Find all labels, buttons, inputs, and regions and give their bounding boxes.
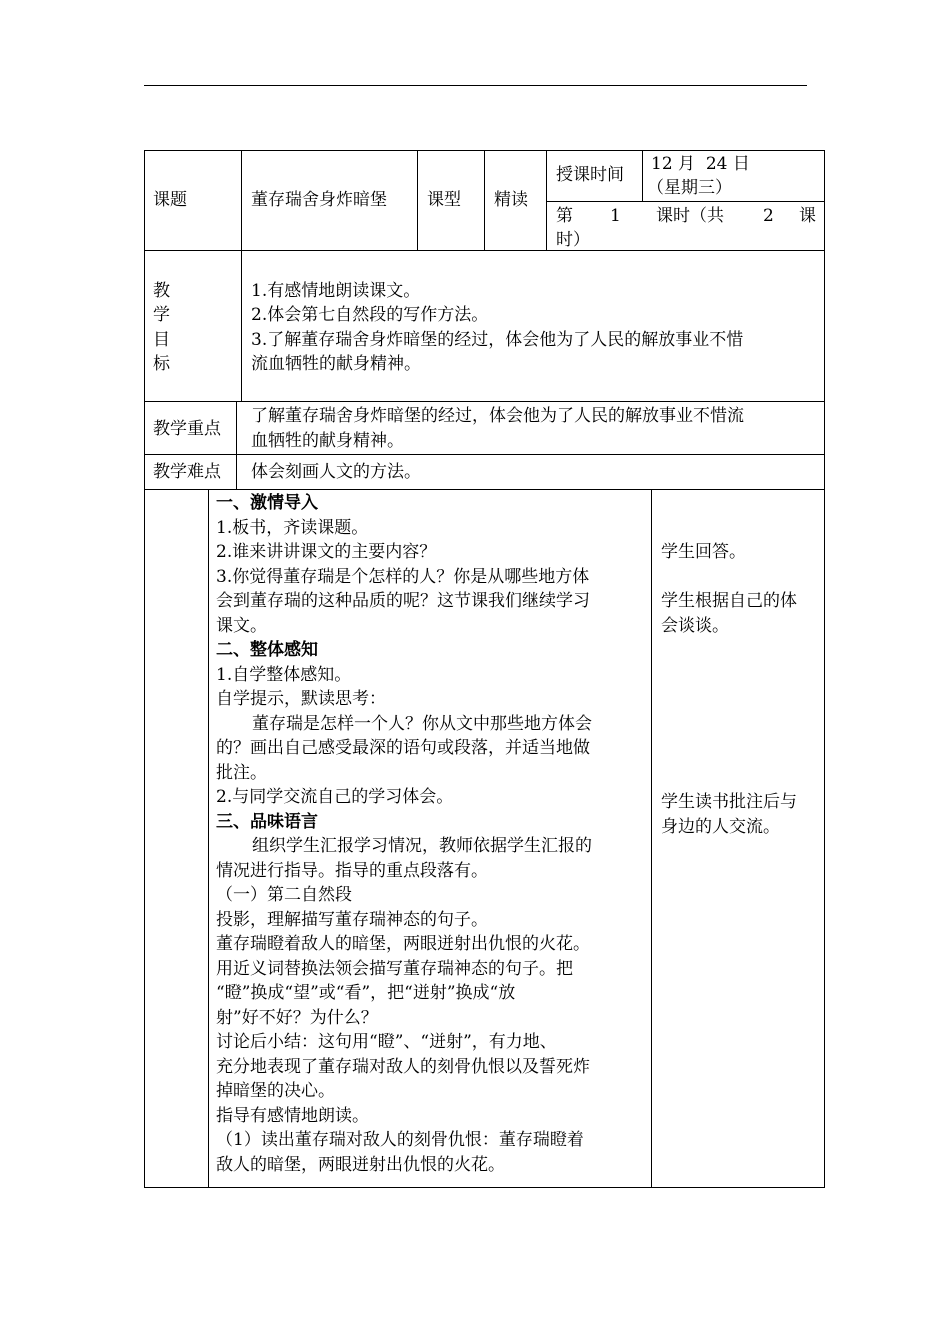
student-activity: 学生回答。 bbox=[661, 542, 746, 562]
row-divider bbox=[144, 489, 825, 490]
process-line: 董存瑞瞪着敌人的暗堡，两眼迸射出仇恨的火花。 bbox=[216, 934, 590, 954]
process-line: 的？画出自己感受最深的语句或段落，并适当地做 bbox=[216, 738, 590, 758]
section-heading: 二、整体感知 bbox=[216, 640, 318, 660]
objective-item: 2.体会第七自然段的写作方法。 bbox=[251, 305, 489, 325]
col-divider bbox=[208, 489, 209, 1188]
process-line: 1.板书，齐读课题。 bbox=[216, 518, 369, 538]
process-line: 用近义词替换法领会描写董存瑞神态的句子。把 bbox=[216, 959, 573, 979]
col-divider bbox=[241, 250, 242, 401]
col-divider bbox=[236, 401, 237, 489]
row-divider bbox=[144, 401, 825, 402]
col-divider bbox=[642, 150, 643, 201]
process-line: （一）第二自然段 bbox=[216, 885, 352, 905]
objective-item: 流血牺牲的献身精神。 bbox=[251, 354, 421, 374]
time-label: 授课时间 bbox=[556, 165, 624, 185]
period-keshi-gong: 课时（共 bbox=[656, 206, 724, 226]
process-line: 董存瑞是怎样一个人？你从文中那些地方体会 bbox=[252, 714, 592, 734]
student-activity: 学生根据自己的体 bbox=[661, 591, 797, 611]
student-activity: 身边的人交流。 bbox=[661, 817, 780, 837]
process-line: 情况进行指导。指导的重点段落有。 bbox=[216, 861, 488, 881]
period-total: 2 bbox=[763, 206, 774, 226]
process-line: （1）读出董存瑞对敌人的刻骨仇恨：董存瑞瞪着 bbox=[216, 1130, 584, 1150]
key-point-text: 血牺牲的献身精神。 bbox=[251, 431, 404, 451]
process-line: 投影，理解描写董存瑞神态的句子。 bbox=[216, 910, 488, 930]
lesson-type-label: 课型 bbox=[427, 190, 461, 210]
process-line: 组织学生汇报学习情况，教师依据学生汇报的 bbox=[252, 836, 592, 856]
lesson-date: 12 月 24 日 bbox=[651, 154, 750, 174]
period-di: 第 bbox=[556, 206, 573, 226]
process-line: 敌人的暗堡，两眼迸射出仇恨的火花。 bbox=[216, 1155, 505, 1175]
difficulty-text: 体会刻画人文的方法。 bbox=[251, 462, 421, 482]
process-line: 2.谁来讲讲课文的主要内容？ bbox=[216, 542, 437, 562]
process-line: 射”好不好？为什么？ bbox=[216, 1008, 378, 1028]
col-divider bbox=[417, 150, 418, 250]
lesson-type: 精读 bbox=[494, 190, 528, 210]
course-title-label: 课题 bbox=[153, 190, 187, 210]
col-divider bbox=[241, 150, 242, 250]
objectives-label-char: 学 bbox=[153, 305, 170, 325]
key-point-text: 了解董存瑞舍身炸暗堡的经过，体会他为了人民的解放事业不惜流 bbox=[251, 406, 744, 426]
lesson-weekday: （星期三） bbox=[647, 178, 732, 198]
process-line: 自学提示，默读思考： bbox=[216, 689, 386, 709]
col-divider bbox=[651, 489, 652, 1188]
period-ke: 课 bbox=[799, 206, 816, 226]
student-activity: 会谈谈。 bbox=[661, 616, 729, 636]
row-divider bbox=[144, 454, 825, 455]
process-line: “瞪”换成“望”或“看”，把“迸射”换成“放 bbox=[216, 983, 516, 1003]
process-line: 会到董存瑞的这种品质的呢？这节课我们继续学习 bbox=[216, 591, 590, 611]
section-heading: 三、品味语言 bbox=[216, 812, 318, 832]
header-rule bbox=[144, 85, 807, 86]
course-title: 董存瑞舍身炸暗堡 bbox=[251, 190, 387, 210]
objectives-label-char: 目 bbox=[153, 330, 170, 350]
process-line: 批注。 bbox=[216, 763, 267, 783]
key-point-label: 教学重点 bbox=[153, 419, 221, 439]
period-number: 1 bbox=[610, 206, 621, 226]
student-activity: 学生读书批注后与 bbox=[661, 792, 797, 812]
period-shi: 时） bbox=[556, 230, 590, 250]
col-divider bbox=[484, 150, 485, 250]
cell-divider bbox=[546, 201, 825, 202]
process-line: 指导有感情地朗读。 bbox=[216, 1106, 369, 1126]
process-line: 课文。 bbox=[216, 616, 267, 636]
process-line: 1.自学整体感知。 bbox=[216, 665, 352, 685]
objective-item: 3.了解董存瑞舍身炸暗堡的经过，体会他为了人民的解放事业不惜 bbox=[251, 330, 744, 350]
objectives-label-char: 教 bbox=[153, 281, 170, 301]
process-line: 掉暗堡的决心。 bbox=[216, 1081, 335, 1101]
section-heading: 一、激情导入 bbox=[216, 493, 318, 513]
row-divider bbox=[144, 250, 825, 251]
process-line: 充分地表现了董存瑞对敌人的刻骨仇恨以及誓死炸 bbox=[216, 1057, 590, 1077]
objective-item: 1.有感情地朗读课文。 bbox=[251, 281, 421, 301]
process-line: 3.你觉得董存瑞是个怎样的人？你是从哪些地方体 bbox=[216, 567, 590, 587]
process-line: 讨论后小结：这句用“瞪”、“迸射”，有力地、 bbox=[216, 1032, 557, 1052]
process-line: 2.与同学交流自己的学习体会。 bbox=[216, 787, 454, 807]
col-divider bbox=[546, 150, 547, 250]
objectives-label-char: 标 bbox=[153, 354, 170, 374]
difficulty-label: 教学难点 bbox=[153, 462, 221, 482]
